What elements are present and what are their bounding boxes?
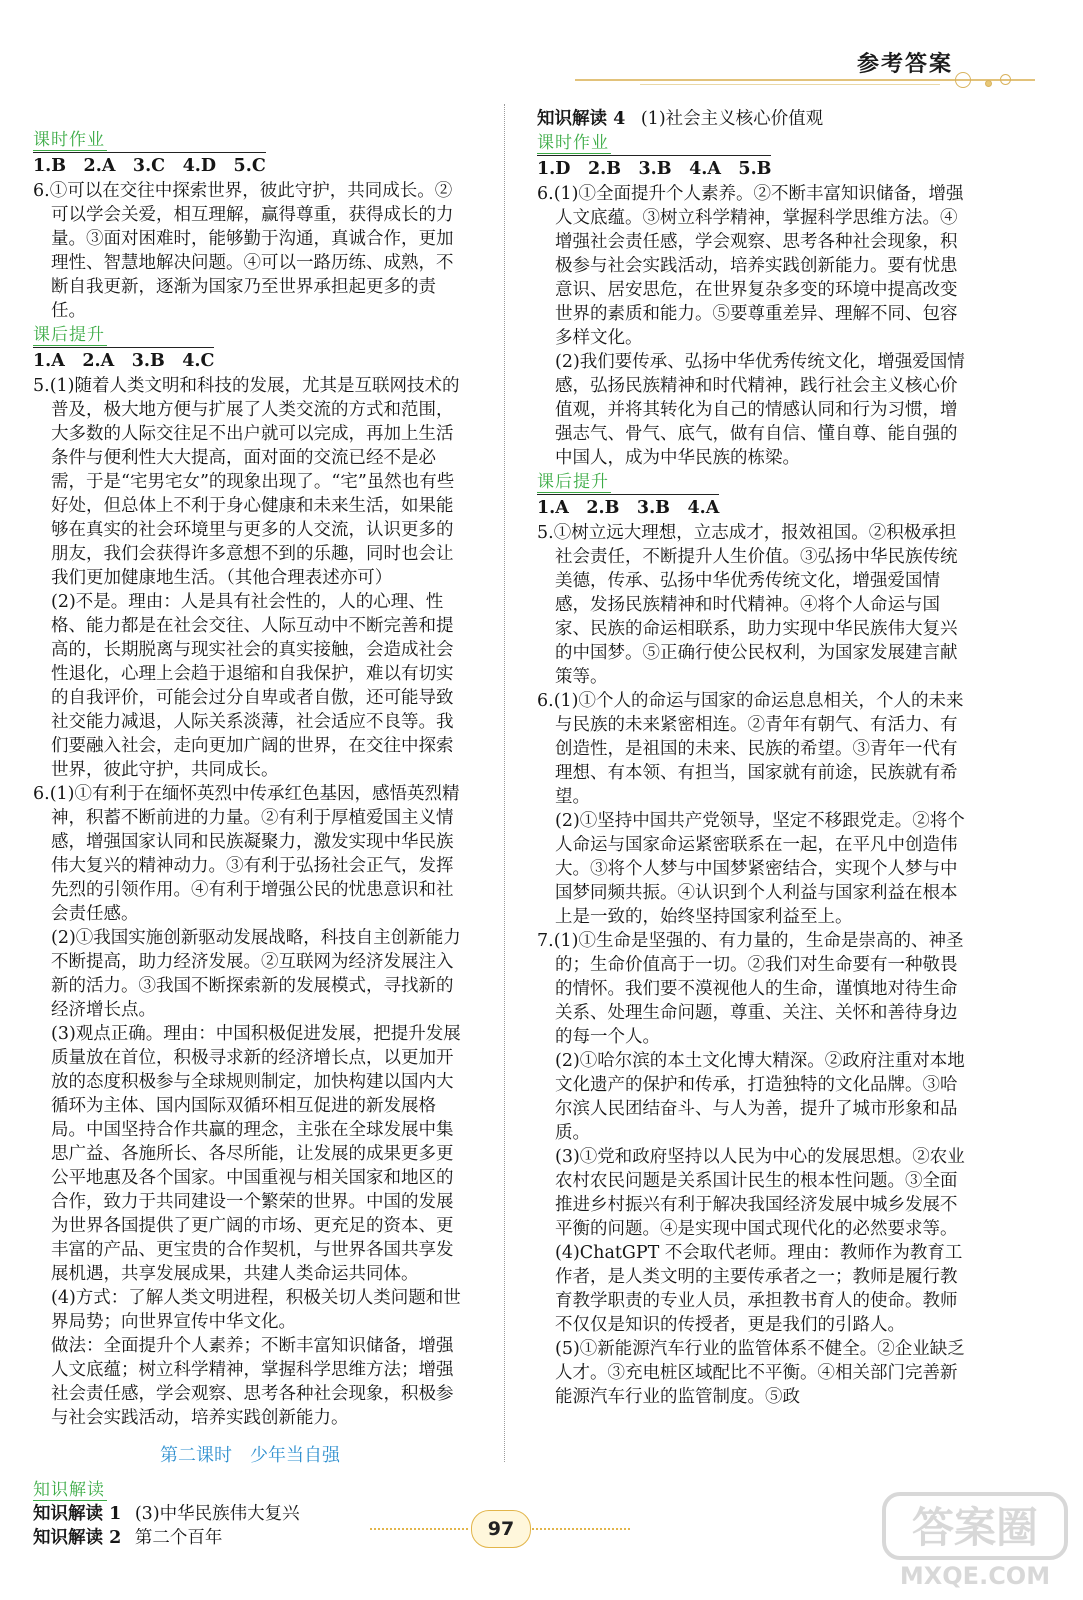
section-label-homework: 课时作业: [537, 133, 609, 153]
answer-paragraph: 6.(1)①全面提升个人素养。②不断丰富知识储备，增强人文底蕴。③树立科学精神，掌握科学思维方法。④增强社会责任感，学会观察、思考各种社会现象，积极参与社会实践活动，培养实践创新能力。要有忧患意识、居安思危，在世界复杂多变的环境中提高改变世界的素质和能力。⑤要尊重差异、理解不同、包容多样文化。: [537, 184, 964, 348]
footer-dots-right: [532, 1528, 630, 1530]
footer-dots-left: [370, 1528, 468, 1530]
knowledge-label: 知识解读 2: [33, 1528, 122, 1548]
answer-paragraph: (2)不是。理由：人是具有社会性的，人的心理、性格、能力都是在社会交往、人际互动中不断完善和提高的，长期脱离与现实社会的真实接触，会造成社会性退化，心理上会趋于退缩和自我保护，难以有切实的自我评价，可能会过分自卑或者自傲，还可能导致社交能力减退，人际关系淡薄，社会适应不良等。我们要融入社会，走向更加广阔的世界，在交往中探索世界，彼此守护，共同成长。: [51, 592, 454, 780]
section-label-improve: 课后提升: [537, 472, 609, 492]
answer-row: 1.D 2.B 3.B 4.A 5.B: [537, 155, 771, 181]
answer-paragraph: (4)ChatGPT 不会取代老师。理由：教师作为教育工作者，是人类文明的主要传承者之一；教师是履行教育教学职责的专业人员，承担教书育人的使命。教师不仅仅是知识的传授者，更是我们的引路人。: [555, 1243, 963, 1335]
answer-row: 1.A 2.A 3.B 4.C: [33, 347, 214, 373]
section-label-improve: 课后提升: [33, 325, 105, 345]
header-circle-decoration-small: [1000, 74, 1011, 85]
right-column: [537, 107, 973, 1409]
answer-paragraph: (2)①坚持中国共产党领导，坚定不移跟党走。②将个人命运与国家命运紧密联系在一起，在平凡中创造伟大。③将个人梦与中国梦紧密结合，实现个人梦与中国梦同频共振。④认识到个人利益与国家利益在根本上是一致的，始终坚持国家利益至上。: [555, 811, 965, 927]
answer-paragraph: 6.(1)①有利于在缅怀英烈中传承红色基因，感悟英烈精神，积蓄不断前进的力量。②有利于厚植爱国主义情感，增强国家认同和民族凝聚力，激发实现中华民族伟大复兴的精神动力。③有利于弘扬社会正气，发挥先烈的引领作用。④有利于增强公民的忧患意识和社会责任感。: [33, 784, 460, 924]
header-circle-decoration-tiny: [985, 80, 992, 87]
answer-paragraph: 5.①树立远大理想，立志成才，报效祖国。②积极承担社会责任，不断提升人生价值。③弘扬中华民族传统美德，传承、弘扬中华优秀传统文化，增强爱国情感，发扬民族精神和时代精神。④将个人命运与国家、民族的命运相联系，助力实现中华民族伟大复兴的中国梦。⑤正确行使公民权利，为国家发展建言献策等。: [537, 523, 958, 687]
knowledge-label: 知识解读 1: [33, 1504, 122, 1524]
section-label-knowledge: 知识解读: [33, 1480, 105, 1500]
answer-paragraph: 7.(1)①生命是坚强的、有力量的，生命是崇高的、神圣的；生命价值高于一切。②我们对生命要有一种敬畏的情怀。我们要不漠视他人的生命，谨慎地对待生命关系、处理生命问题，尊重、关注、关怀和善待身边的每一个人。: [537, 931, 964, 1047]
page-number: 97: [471, 1510, 531, 1548]
svg-text:MXQE.COM: MXQE.COM: [899, 1562, 1051, 1590]
answer-paragraph: (5)①新能源汽车行业的监管体系不健全。②企业缺乏人才。③充电桩区域配比不平衡。④相关部门完善新能源汽车行业的监管制度。⑤政: [555, 1339, 965, 1407]
answer-paragraph: (3)观点正确。理由：中国积极促进发展，把提升发展质量放在首位，积极寻求新的经济增长点，以更加开放的态度积极参与全球规则制定，加快构建以国内大循环为主体、国内国际双循环相互促进的新发展格局。中国坚持合作共赢的理念，主张在全球发展中集思广益、各施所长、各尽所能，让发展的成果更多更公平地惠及各个国家。中国重视与相关国家和地区的合作，致力于共同建设一个繁荣的世界。中国的发展为世界各国提供了更广阔的市场、更充足的资本、更丰富的产品、更宝贵的合作契机，与世界各国共享发展机遇，共享发展成果，共建人类命运共同体。: [51, 1024, 461, 1284]
answer-paragraph: (2)我们要传承、弘扬中华优秀传统文化，增强爱国情感，弘扬民族精神和时代精神，践行社会主义核心价值观，并将其转化为自己的情感认同和行为习惯，增强志气、骨气、底气，做有自信、懂自尊、能自强的中国人，成为中华民族的栋梁。: [555, 352, 965, 468]
knowledge-text: (3)中华民族伟大复兴: [134, 1504, 300, 1524]
header-rule-thin: [640, 84, 940, 85]
knowledge-row: [33, 1502, 467, 1526]
page-header-title: 参考答案: [857, 52, 954, 77]
header-circle-decoration: [955, 72, 971, 88]
knowledge-text: 第二个百年: [134, 1528, 223, 1548]
watermark-logo: [880, 1490, 1070, 1590]
knowledge-row: [537, 107, 973, 131]
column-divider: [504, 104, 505, 1462]
left-column: [33, 128, 467, 1550]
answer-paragraph: 6.①可以在交往中探索世界，彼此守护，共同成长。②可以学会关爱，相互理解，赢得尊重，获得成长的力量。③面对困难时，能够勤于沟通，真诚合作，更加理性、智慧地解决问题。④可以一路历练、成熟，不断自我更新，逐渐为国家乃至世界承担起更多的责任。: [33, 181, 454, 321]
svg-text:答案圈: 答案圈: [911, 1503, 1039, 1552]
lesson-title: 第二课时 少年当自强: [160, 1445, 340, 1466]
answer-row: 1.B 2.A 3.C 4.D 5.C: [33, 152, 266, 178]
answer-paragraph: (2)①我国实施创新驱动发展战略，科技自主创新能力不断提高，助力经济发展。②互联网为经济发展注入新的活力。③我国不断探索新的发展模式，寻找新的经济增长点。: [51, 928, 461, 1020]
answer-paragraph: 做法：全面提升个人素养；不断丰富知识储备，增强人文底蕴；树立科学精神，掌握科学思维方法；增强社会责任感，学会观察、思考各种社会现象，积极参与社会实践活动，培养实践创新能力。: [51, 1336, 454, 1428]
knowledge-label: 知识解读 4: [537, 109, 626, 129]
answer-paragraph: (3)①党和政府坚持以人民为中心的发展思想。②农业农村农民问题是关系国计民生的根本性问题。③全面推进乡村振兴有利于解决我国经济发展中城乡发展不平衡的问题。④是实现中国式现代化的必然要求等。: [555, 1147, 965, 1239]
knowledge-text: (1)社会主义核心价值观: [640, 109, 824, 129]
answer-row: 1.A 2.B 3.B 4.A: [537, 494, 719, 520]
answer-paragraph: (4)方式：了解人类文明进程，积极关切人类问题和世界局势；向世界宣传中华文化。: [51, 1288, 461, 1332]
section-label-homework: 课时作业: [33, 130, 105, 150]
answer-paragraph: 5.(1)随着人类文明和科技的发展，尤其是互联网技术的普及，极大地方便与扩展了人类交流的方式和范围，大多数的人际交往足不出户就可以完成，再加上生活条件与便利性大大提高，面对面的交流已经不是必需，于是“宅男宅女”的现象出现了。“宅”虽然也有些好处，但总体上不利于身心健康和未来生活，如果能够在真实的社会环境里与更多的人交流，认识更多的朋友，我们会获得许多意想不到的乐趣，同时也会让我们更加健康地生活。（其他合理表述亦可）: [33, 376, 460, 588]
answer-paragraph: (2)①哈尔滨的本土文化博大精深。②政府注重对本地文化遗产的保护和传承，打造独特的文化品牌。③哈尔滨人民团结奋斗、与人为善，提升了城市形象和品质。: [555, 1051, 965, 1143]
answer-paragraph: 6.(1)①个人的命运与国家的命运息息相关，个人的未来与民族的未来紧密相连。②青年有朝气、有活力、有创造性，是祖国的未来、民族的希望。③青年一代有理想、有本领、有担当，国家就有前途，民族就有希望。: [537, 691, 964, 807]
